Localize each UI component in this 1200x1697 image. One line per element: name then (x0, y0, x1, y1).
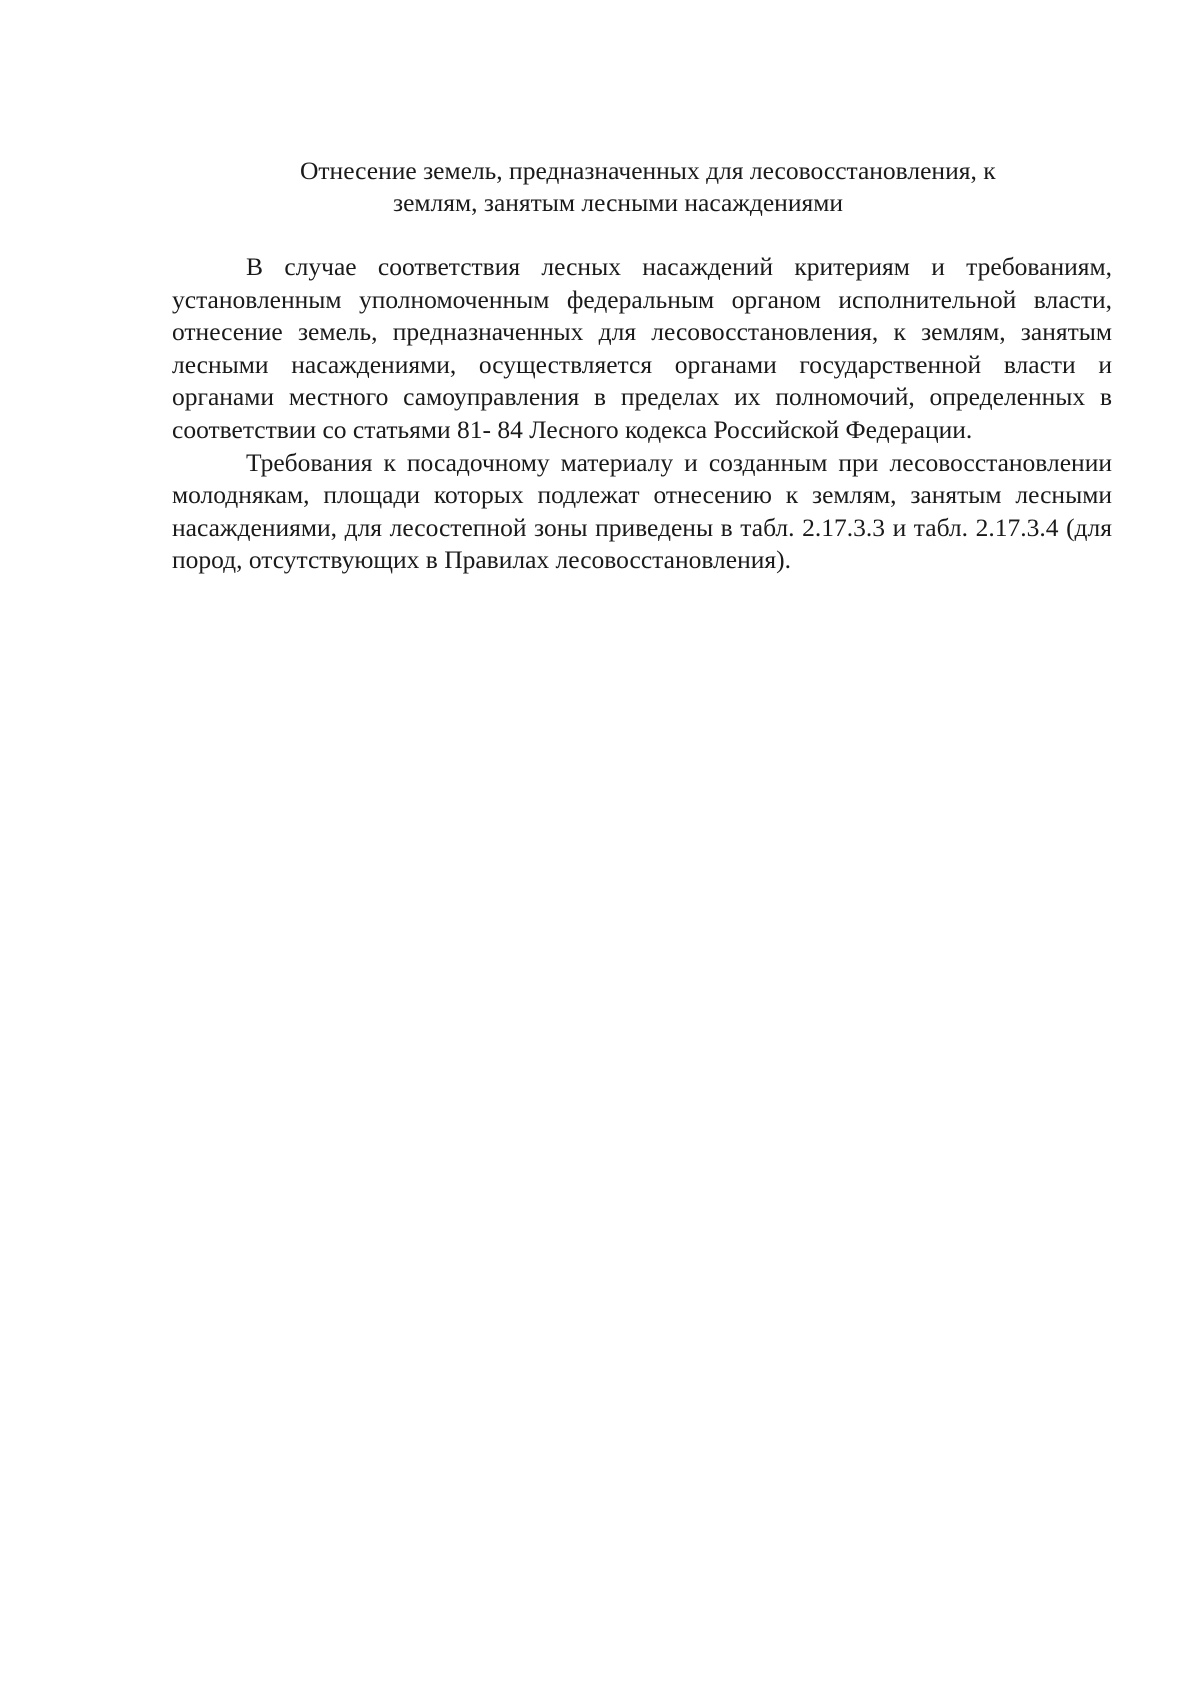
title-line-2: землям, занятым лесными насаждениями (393, 188, 843, 217)
document-body (172, 251, 1112, 577)
paragraph-1: В случае соответствия лесных насаждений критериям и требованиям, установленным уполномоченным федеральным органом исполнительной власти, отнесение земель, предназначенных для лесовосстановления, к землям, занятым лесными насаждениями, осуществляется органами государственной власти и органами местного самоуправления в пределах их полномочий, определенных в соответствии со статьями 81- 84 Лесного кодекса Российской Федерации. (172, 252, 1112, 444)
title-line-1: Отнесение земель, предназначенных для лесовосстановления, к (300, 156, 996, 185)
document-title (172, 155, 1112, 219)
paragraph-2: Требования к посадочному материалу и созданным при лесовосстановлении молоднякам, площади которых подлежат отнесению к землям, занятым лесными насаждениями, для лесостепной зоны приведены в табл. 2.17.3.3 и табл. 2.17.3.4 (для пород, отсутствующих в Правилах лесовосстановления). (172, 447, 1112, 575)
